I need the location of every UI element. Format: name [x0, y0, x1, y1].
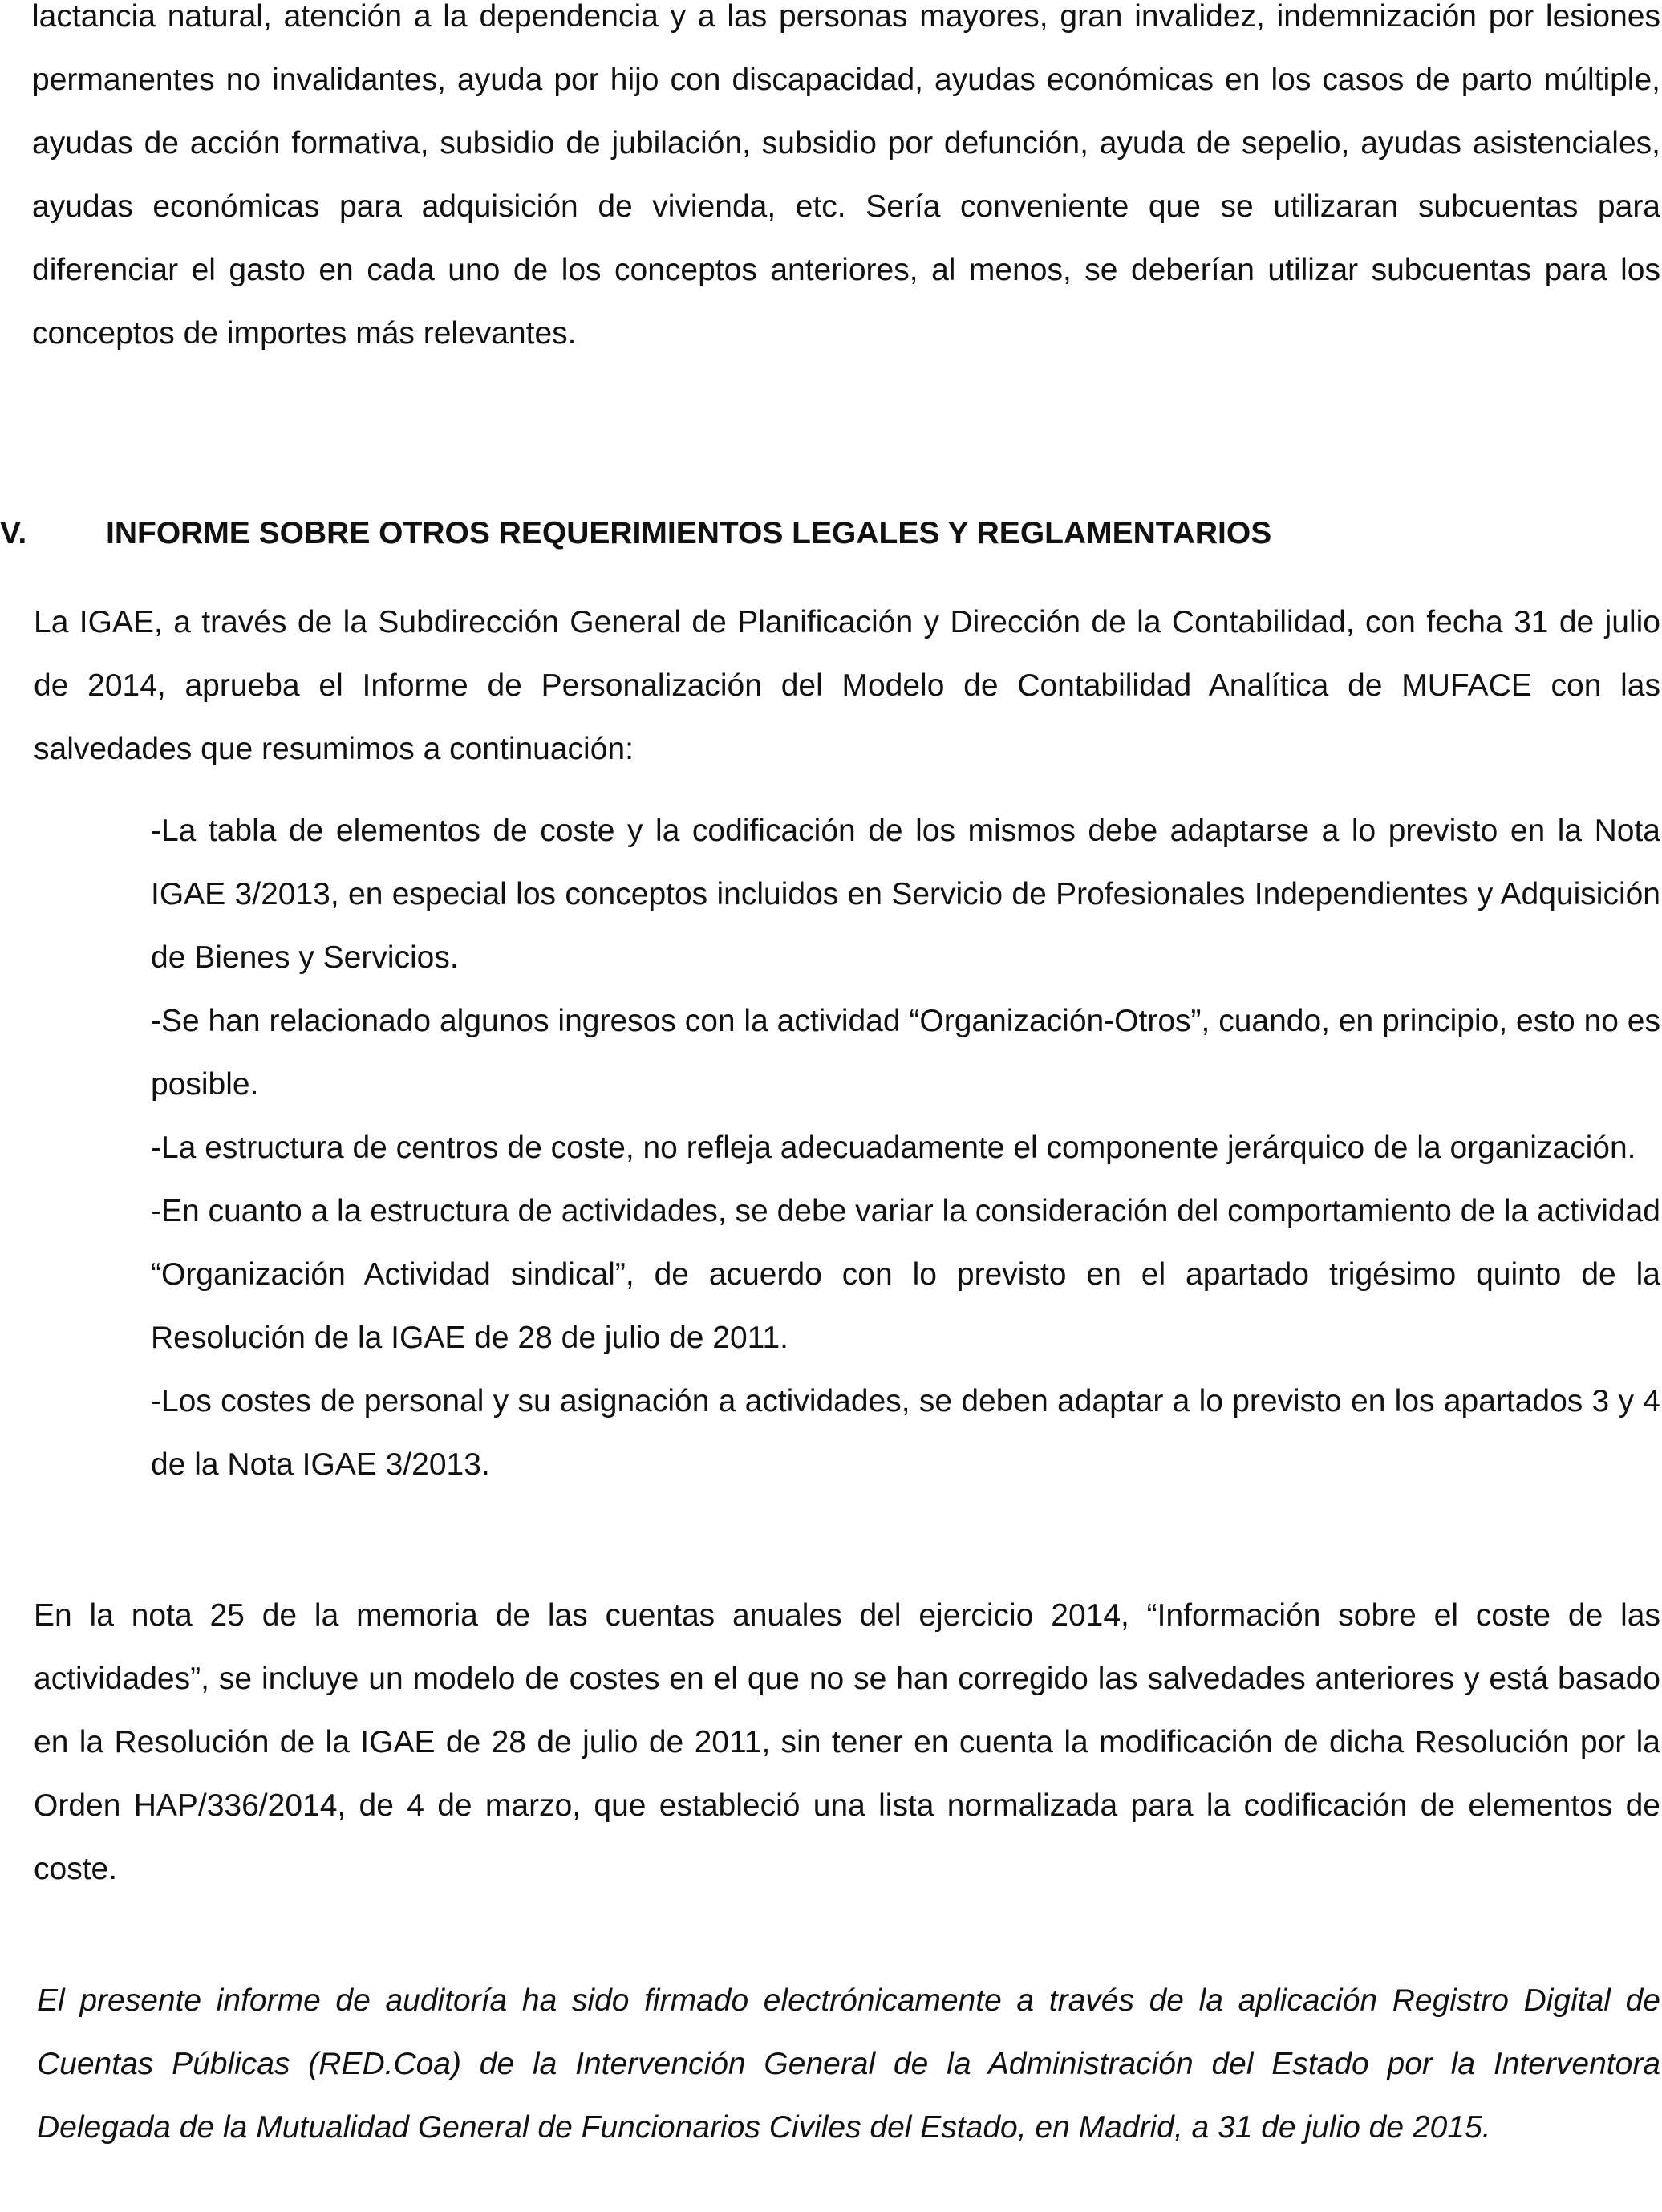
list-item: -La estructura de centros de coste, no refleja adecuadamente el componente jerárquico de la organización.	[151, 1130, 1636, 1165]
section-heading	[0, 505, 1660, 562]
signature-paragraph: El presente informe de auditoría ha sido firmado electrónicamente a través de la aplicación Registro Digital de Cuentas Públicas (RED.Coa) de la Intervención General de la Administración del Estado por la Interventora Delegada de la Mutualidad General de Funcionarios Civiles del Estado, en Madrid, a 31 de julio de 2015.	[37, 1983, 1660, 2145]
section-title: INFORME SOBRE OTROS REQUERIMIENTOS LEGALES Y REGLAMENTARIOS	[106, 516, 1272, 550]
note-paragraph: En la nota 25 de la memoria de las cuentas anuales del ejercicio 2014, “Información sobre el coste de las actividades”, se incluye un modelo de costes en el que no se han corregido las salvedades anteriores y está basado en la Resolución de la IGAE de 28 de julio de 2011, sin tener en cuenta la modificación de dicha Resolución por la Orden HAP/336/2014, de 4 de marzo, que estableció una lista normalizada para la codificación de elementos de coste.	[34, 1598, 1660, 1886]
salvedades-list	[151, 799, 1660, 1496]
list-item: -Se han relacionado algunos ingresos con la actividad “Organización-Otros”, cuando, en principio, esto no es posible.	[151, 1004, 1660, 1102]
list-item: -En cuanto a la estructura de actividades, se debe variar la consideración del comportamiento de la actividad “Organización Actividad sindical”, de acuerdo con lo previsto en el apartado trigésimo quinto de la Resolución de la IGAE de 28 de julio de 2011.	[151, 1194, 1660, 1355]
section-paragraph: La IGAE, a través de la Subdirección General de Planificación y Dirección de la Contabilidad, con fecha 31 de julio de 2014, aprueba el Informe de Personalización del Modelo de Contabilidad Analítica de MUFACE con las salvedades que resumimos a continuación:	[34, 605, 1660, 766]
section-number: V.	[0, 516, 27, 550]
list-item: -Los costes de personal y su asignación a actividades, se deben adaptar a lo previsto en los apartados 3 y 4 de la Nota IGAE 3/2013.	[151, 1384, 1660, 1482]
list-item: -La tabla de elementos de coste y la codificación de los mismos debe adaptarse a lo previsto en la Nota IGAE 3/2013, en especial los conceptos incluidos en Servicio de Profesionales Independientes y Adquisición de Bienes y Servicios.	[151, 814, 1660, 975]
intro-paragraph: lactancia natural, atención a la dependencia y a las personas mayores, gran invalidez, indemnización por lesiones permanentes no invalidantes, ayuda por hijo con discapacidad, ayudas económicas en los casos de parto múltiple, ayudas de acción formativa, subsidio de jubilación, subsidio por defunción, ayuda de sepelio, ayudas asistenciales, ayudas económicas para adquisición de vivienda, etc. Sería conveniente que se utilizaran subcuentas para diferenciar el gasto en cada uno de los conceptos anteriores, al menos, se deberían utilizar subcuentas para los conceptos de importes más relevantes.	[32, 0, 1660, 351]
